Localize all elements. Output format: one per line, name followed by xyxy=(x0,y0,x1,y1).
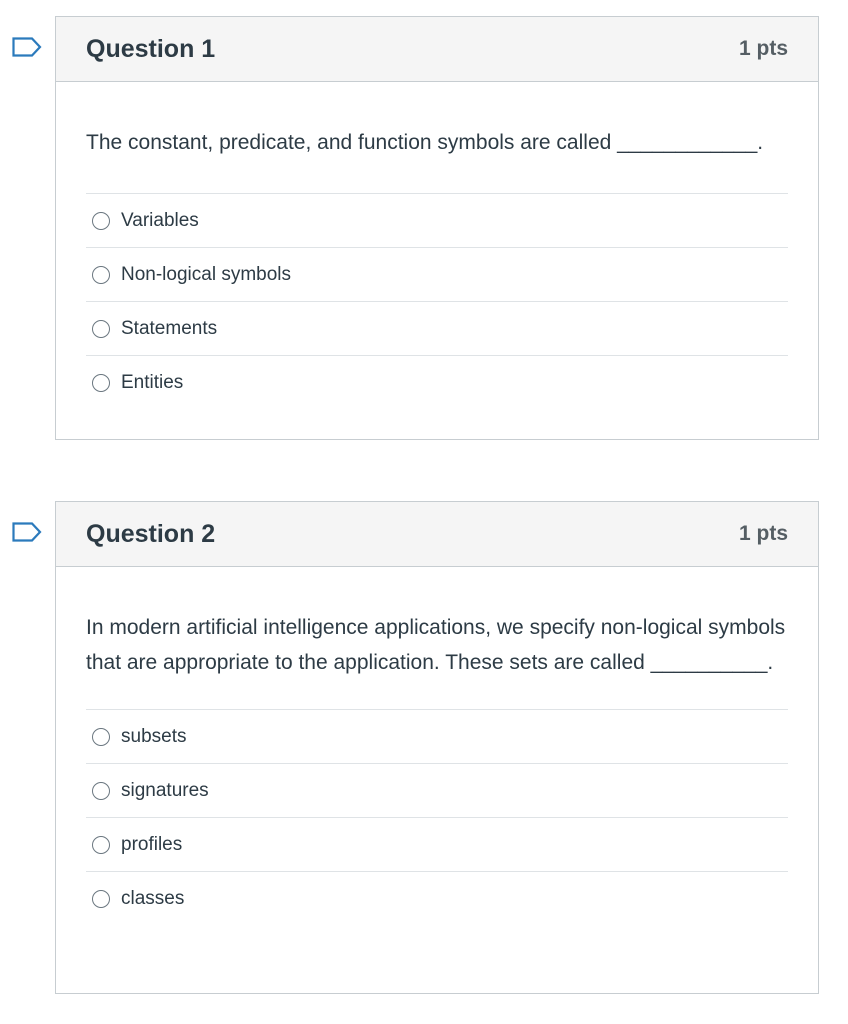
answer-option[interactable] xyxy=(86,247,788,301)
answer-label: Entities xyxy=(121,371,184,393)
question-body xyxy=(56,82,818,409)
answer-label: Statements xyxy=(121,317,218,339)
radio-circle-icon[interactable] xyxy=(92,320,110,338)
question-header xyxy=(56,17,818,82)
flag-question-icon[interactable] xyxy=(12,522,42,542)
answer-option[interactable] xyxy=(86,301,788,355)
question-card xyxy=(55,501,819,994)
radio-circle-icon[interactable] xyxy=(92,374,110,392)
answer-option[interactable] xyxy=(86,763,788,817)
answer-option[interactable] xyxy=(86,817,788,871)
answer-list xyxy=(86,709,788,925)
radio-circle-icon[interactable] xyxy=(92,836,110,854)
radio-circle-icon[interactable] xyxy=(92,728,110,746)
answer-option[interactable] xyxy=(86,871,788,925)
question-points: 1 pts xyxy=(738,522,788,545)
question-header xyxy=(56,502,818,567)
question-title: Question 1 xyxy=(86,34,216,63)
radio-circle-icon[interactable] xyxy=(92,266,110,284)
answer-label: signatures xyxy=(121,779,209,801)
radio-circle-icon[interactable] xyxy=(92,212,110,230)
answer-label: classes xyxy=(121,887,185,909)
answer-option[interactable] xyxy=(86,709,788,763)
question-text: In modern artificial intelligence applications, we specify non-logical symbols that are appropriate to the application. These sets are called __________. xyxy=(86,616,786,674)
radio-circle-icon[interactable] xyxy=(92,890,110,908)
flag-question-icon[interactable] xyxy=(12,37,42,57)
answer-label: Non-logical symbols xyxy=(121,263,292,285)
answer-label: profiles xyxy=(121,833,183,855)
answer-list xyxy=(86,193,788,409)
question-text: The constant, predicate, and function symbols are called ____________. xyxy=(86,131,764,154)
question-points: 1 pts xyxy=(738,37,788,60)
answer-option[interactable] xyxy=(86,193,788,247)
question-title: Question 2 xyxy=(86,519,216,548)
answer-option[interactable] xyxy=(86,355,788,409)
answer-label: Variables xyxy=(121,209,199,231)
radio-circle-icon[interactable] xyxy=(92,782,110,800)
question-body xyxy=(56,567,818,925)
question-card xyxy=(55,16,819,440)
answer-label: subsets xyxy=(121,725,187,747)
